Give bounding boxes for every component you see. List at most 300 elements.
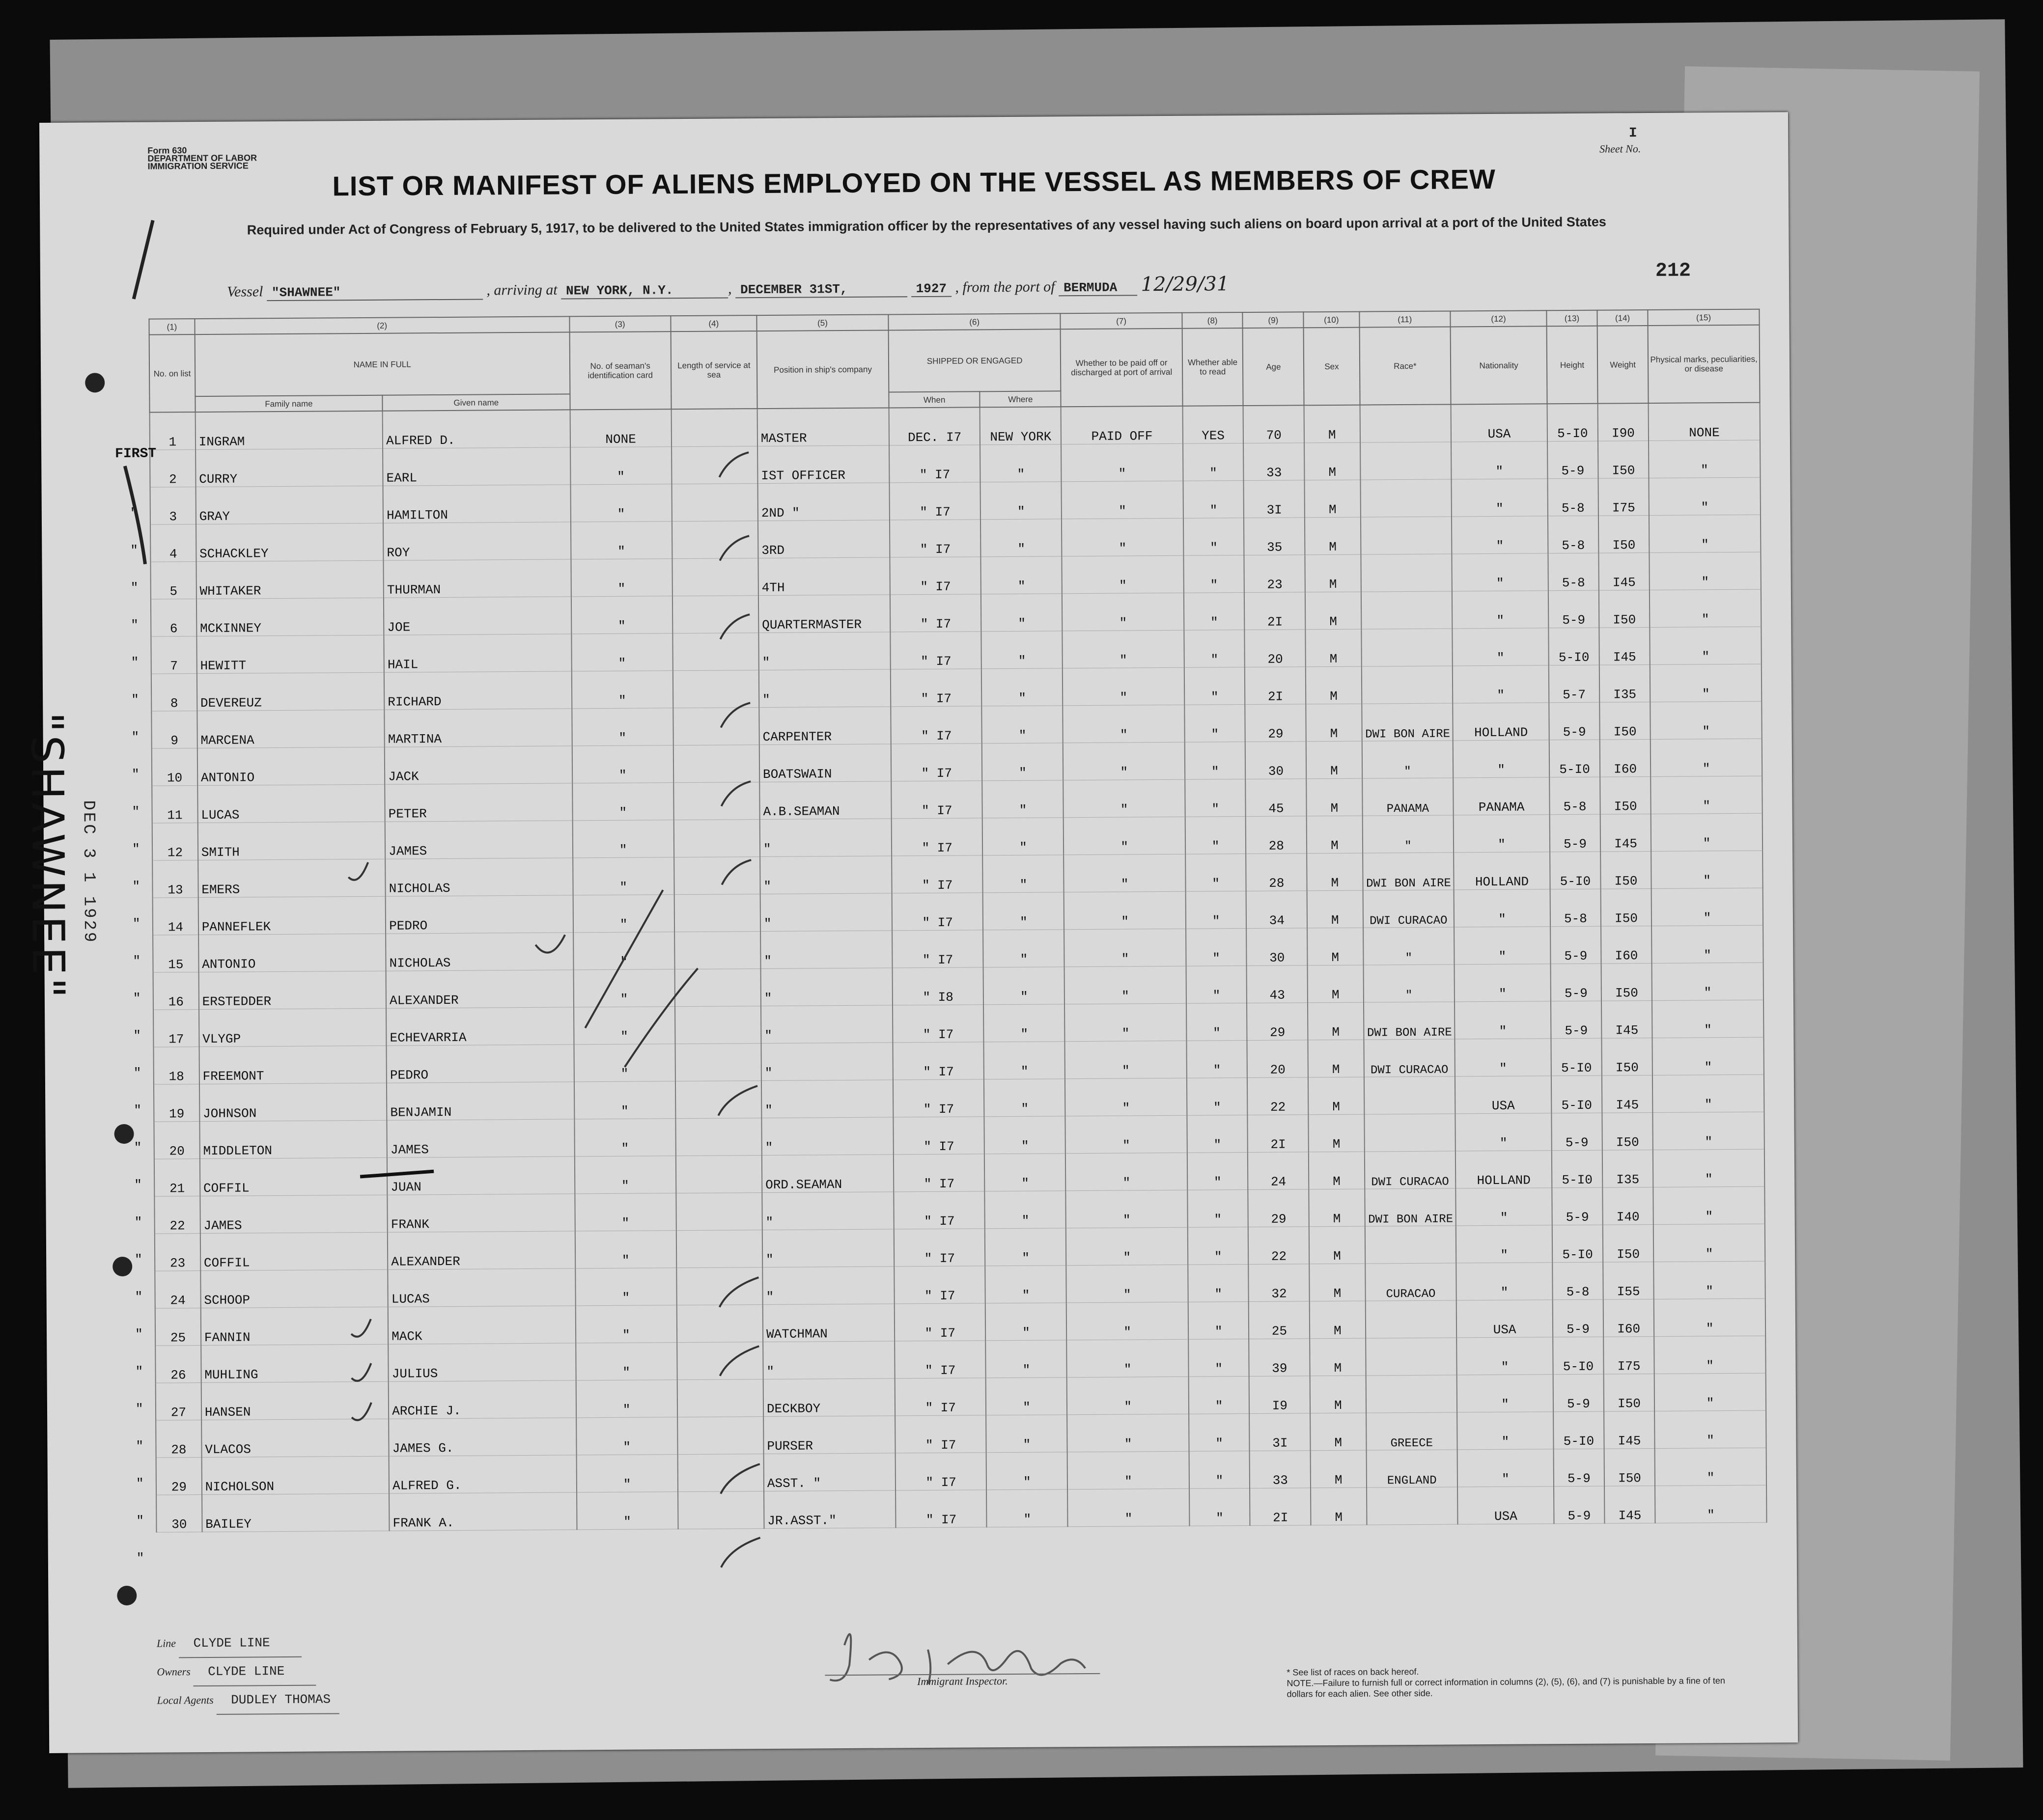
cell-position: 4TH: [758, 557, 890, 596]
cell-race: DWI CURACAO: [1364, 1039, 1455, 1077]
cell-weight: I50: [1601, 1038, 1652, 1075]
cell-sex: M: [1309, 1226, 1365, 1264]
fine-note: NOTE.—Failure to furnish full or correct information in columns (2), (5), (6), and (7) is punishable by a fine of ten dollars for each alien. See other side.: [1287, 1676, 1725, 1699]
agents-label: Local Agents: [157, 1693, 214, 1707]
cell-marks: ": [1652, 1112, 1764, 1150]
col-6-no: (6): [888, 313, 1061, 330]
cell-read: ": [1185, 817, 1246, 855]
cell-no: 24: [155, 1271, 200, 1309]
col-header-shipped: SHIPPED OR ENGAGED: [889, 329, 1061, 392]
cell-height: 5-I0: [1550, 852, 1601, 889]
cell-read: ": [1185, 742, 1246, 780]
cell-nationality: ": [1453, 665, 1549, 703]
cell-position: ": [761, 1117, 893, 1156]
cell-age: 23: [1244, 555, 1305, 593]
cell-where: ": [983, 855, 1064, 893]
cell-no: 7: [151, 636, 196, 674]
cell-paid: ": [1062, 555, 1184, 594]
cell-race: ": [1363, 965, 1455, 1002]
cell-card: ": [575, 1305, 677, 1343]
class-ditto-mark: ": [132, 804, 140, 819]
cell-age: 30: [1245, 742, 1306, 779]
cell-card: ": [574, 1081, 675, 1119]
cell-family: BAILEY: [202, 1493, 390, 1532]
cell-age: 3I: [1250, 1413, 1311, 1451]
cell-when: " I7: [895, 1415, 986, 1453]
cell-sex: M: [1305, 554, 1361, 592]
cell-where: ": [980, 444, 1062, 482]
cell-paid: ": [1064, 929, 1186, 967]
cell-sex: M: [1308, 1077, 1364, 1115]
cell-weight: I50: [1602, 1112, 1653, 1150]
cell-marks: ": [1651, 925, 1763, 963]
class-ditto-mark: ": [133, 1028, 141, 1043]
class-ditto-mark: ": [134, 1177, 142, 1192]
cell-when: " I7: [891, 744, 982, 781]
cell-position: ": [760, 856, 892, 894]
cell-no: 21: [154, 1159, 200, 1197]
cell-marks: NONE: [1649, 403, 1760, 441]
cell-paid: ": [1061, 443, 1183, 482]
cell-position: PURSER: [763, 1416, 895, 1454]
class-ditto-mark: ": [133, 991, 141, 1006]
cell-weight: I60: [1603, 1299, 1654, 1337]
cell-when: " I7: [894, 1154, 985, 1192]
class-ditto-mark: ": [135, 1326, 143, 1342]
race-note: * See list of races on back hereof.: [1287, 1666, 1419, 1678]
cell-paid: PAID OFF: [1061, 406, 1183, 444]
cell-paid: ": [1067, 1377, 1189, 1415]
cell-nationality: ": [1456, 1337, 1553, 1375]
cell-family: ANTONIO: [197, 747, 385, 785]
cell-marks: ": [1653, 1261, 1765, 1299]
cell-age: 2I: [1248, 1115, 1309, 1153]
cell-given: THURMAN: [384, 559, 571, 598]
cell-card: ": [573, 932, 675, 970]
col-header-position: Position in ship's company: [757, 330, 889, 409]
cell-card: ": [573, 895, 674, 933]
cell-weight: I75: [1603, 1336, 1654, 1374]
cell-age: 43: [1247, 965, 1308, 1003]
cell-no: 25: [155, 1308, 201, 1346]
cell-where: ": [980, 482, 1062, 520]
cell-age: 24: [1248, 1152, 1309, 1190]
cell-weight: I60: [1601, 926, 1652, 964]
cell-when: " I7: [892, 893, 983, 931]
cell-sex: M: [1306, 629, 1362, 667]
cell-where: ": [985, 1266, 1066, 1303]
cell-family: MIDDLETON: [199, 1120, 387, 1158]
cell-where: ": [982, 780, 1063, 818]
cell-where: ": [984, 1042, 1065, 1079]
cell-when: " I7: [891, 669, 982, 707]
cell-sex: M: [1311, 1450, 1367, 1488]
cell-position: JR.ASST.": [764, 1490, 896, 1529]
cell-nationality: ": [1454, 927, 1550, 965]
vessel-stamp: "SHAWNEE": [21, 712, 74, 1001]
cell-given: ROY: [383, 522, 571, 560]
cell-family: SMITH: [197, 822, 385, 860]
cell-race: ENGLAND: [1366, 1450, 1457, 1488]
cell-read: YES: [1182, 406, 1243, 443]
col-8-no: (8): [1182, 312, 1243, 329]
cell-height: 5-7: [1549, 665, 1600, 703]
cell-read: ": [1189, 1451, 1250, 1489]
vessel-label: Vessel: [227, 283, 263, 300]
class-ditto-mark: ": [135, 1401, 143, 1416]
punch-hole: [114, 1124, 134, 1144]
cell-weight: I50: [1598, 441, 1649, 478]
cell-race: DWI CURACAO: [1364, 1151, 1455, 1189]
arrival-year: 1927: [911, 281, 952, 298]
cell-sex: M: [1304, 442, 1360, 480]
cell-family: FREEMONT: [199, 1046, 387, 1084]
inspector-signature: [39, 112, 1798, 1753]
cell-card: ": [572, 820, 674, 858]
cell-weight: I50: [1599, 702, 1651, 740]
cell-card: ": [571, 559, 672, 597]
cell-race: ": [1363, 927, 1455, 965]
cell-marks: ": [1652, 963, 1763, 1000]
cell-no: 9: [151, 711, 197, 749]
cell-read: ": [1183, 443, 1244, 481]
arrival-port: NEW YORK, N.Y.: [561, 282, 728, 299]
cell-when: " I7: [895, 1303, 986, 1341]
cell-card: ": [574, 1119, 676, 1157]
cell-where: ": [983, 892, 1064, 930]
cell-family: ERSTEDDER: [198, 971, 386, 1009]
cell-race: GREECE: [1366, 1412, 1457, 1450]
cell-height: 5-I0: [1551, 1075, 1602, 1113]
cell-height: 5-9: [1553, 1449, 1604, 1487]
cell-no: 13: [152, 860, 198, 898]
cell-when: " I7: [890, 632, 981, 669]
vessel-line: Vessel "SHAWNEE" , arriving at NEW YORK, N.Y. , DECEMBER 31ST, 1927 , from the port of BERMUDA 12/29/31: [227, 273, 1229, 301]
cell-sex: M: [1309, 1152, 1365, 1189]
first-class-label: FIRST: [115, 446, 157, 462]
cell-sex: M: [1306, 778, 1362, 816]
cell-height: 5-9: [1551, 1001, 1602, 1039]
cell-position: ": [760, 968, 892, 1006]
cell-position: ": [760, 819, 892, 857]
cell-sex: M: [1307, 928, 1363, 965]
cell-card: ": [571, 596, 672, 634]
cell-paid: ": [1062, 481, 1183, 519]
cell-position: ": [763, 1341, 895, 1379]
cell-sex: M: [1306, 741, 1362, 779]
cell-position: ": [760, 931, 892, 969]
col-1-no: (1): [149, 319, 195, 335]
cell-no: 4: [150, 524, 196, 562]
cell-height: 5-9: [1548, 590, 1599, 628]
cell-when: DEC. I7: [889, 407, 980, 445]
cell-given: NICHOLAS: [386, 933, 573, 971]
cell-given: ALEXANDER: [388, 1231, 575, 1269]
cell-nationality: USA: [1456, 1300, 1553, 1338]
col-12-no: (12): [1450, 310, 1546, 327]
cell-where: ": [983, 967, 1064, 1005]
class-ditto-mark: ": [132, 841, 140, 856]
punch-hole: [117, 1586, 137, 1605]
cell-no: 6: [151, 599, 196, 637]
cell-position: ": [761, 1043, 893, 1081]
cell-weight: I45: [1604, 1411, 1655, 1449]
cell-height: 5-9: [1547, 441, 1598, 479]
cell-height: 5-9: [1550, 814, 1601, 852]
cell-given: JAMES: [385, 821, 573, 859]
cell-paid: ": [1064, 966, 1186, 1004]
cell-where: ": [987, 1489, 1068, 1527]
cell-given: JUAN: [387, 1157, 575, 1195]
cell-when: " I7: [895, 1378, 986, 1416]
cell-age: 32: [1249, 1264, 1310, 1302]
cell-no: 1: [150, 412, 196, 450]
cell-weight: I45: [1599, 627, 1650, 665]
cell-where: ": [986, 1415, 1067, 1453]
cell-card: ": [575, 1193, 676, 1231]
cell-race: DWI BON AIRE: [1362, 703, 1453, 741]
col-10-no: (10): [1304, 312, 1360, 328]
cell-paid: ": [1067, 1414, 1189, 1452]
cell-position: ": [758, 632, 890, 670]
cell-given: RICHARD: [384, 671, 572, 710]
cell-given: JACK: [385, 746, 572, 784]
cell-family: MUHLING: [201, 1344, 389, 1382]
form-number: Form 630: [147, 145, 187, 156]
arriving-label: , arriving at: [486, 281, 558, 299]
cell-read: ": [1183, 481, 1244, 519]
class-ditto-mark: ": [136, 1513, 144, 1528]
cell-given: FRANK A.: [389, 1492, 577, 1531]
cell-no: 15: [153, 935, 198, 973]
page-subtitle: Required under Act of Congress of February 5, 1917, to be delivered to the United States immigration officer by the representatives of any vessel having such aliens on board upon arrival at a port of the United States: [247, 214, 1606, 238]
cell-sex: M: [1306, 666, 1362, 704]
page-stamp: 212: [1655, 260, 1691, 282]
cell-given: FRANK: [388, 1194, 575, 1232]
cell-where: ": [982, 818, 1063, 855]
service: IMMIGRATION SERVICE: [147, 161, 249, 171]
cell-given: HAIL: [384, 634, 572, 672]
cell-no: 3: [150, 487, 196, 525]
cell-read: ": [1184, 705, 1245, 743]
cell-no: 5: [150, 562, 196, 600]
cell-height: 5-9: [1551, 1113, 1602, 1151]
cell-weight: I50: [1604, 1448, 1655, 1486]
cell-no: 11: [152, 786, 197, 824]
cell-card: ": [575, 1231, 676, 1268]
cell-marks: ": [1654, 1336, 1765, 1374]
cell-sex: M: [1308, 1002, 1364, 1040]
cell-where: ": [981, 668, 1063, 706]
class-ditto-mark: ": [136, 1476, 144, 1491]
class-ditto-mark: ": [133, 1065, 141, 1080]
cell-paid: ": [1067, 1339, 1189, 1378]
cell-family: VLACOS: [201, 1419, 389, 1457]
cell-card: ": [574, 1007, 675, 1045]
cell-read: ": [1187, 1190, 1248, 1228]
cell-when: " I7: [890, 594, 981, 632]
cell-no: 12: [152, 823, 198, 861]
class-ditto-mark: ": [132, 767, 140, 782]
cell-sex: M: [1306, 704, 1362, 742]
cell-position: ASST. ": [764, 1453, 896, 1491]
owners-label: Owners: [157, 1665, 191, 1678]
cell-where: ": [984, 1116, 1065, 1154]
cell-weight: I50: [1598, 515, 1650, 553]
cell-race: ": [1362, 815, 1454, 853]
cell-when: " I7: [894, 1191, 985, 1229]
cell-read: ": [1188, 1377, 1249, 1414]
cell-given: JAMES G.: [389, 1418, 576, 1456]
col-9-no: (9): [1243, 312, 1304, 328]
cell-no: 22: [154, 1196, 200, 1234]
cell-height: 5-I0: [1549, 740, 1600, 777]
cell-weight: I75: [1598, 478, 1649, 516]
cell-position: A.B.SEAMAN: [759, 781, 891, 820]
cell-marks: ": [1652, 1075, 1764, 1112]
cell-family: MCKINNEY: [196, 598, 384, 636]
line-value: CLYDE LINE: [178, 1629, 301, 1658]
class-ditto-mark: ": [133, 953, 141, 968]
cell-sex: M: [1305, 480, 1361, 518]
cell-given: MACK: [388, 1306, 576, 1344]
cell-nationality: ": [1456, 1225, 1552, 1263]
cell-read: ": [1183, 518, 1244, 556]
cell-sex: M: [1304, 405, 1360, 443]
class-ditto-mark: ": [135, 1252, 142, 1267]
cell-read: ": [1188, 1265, 1249, 1302]
cell-age: 70: [1243, 405, 1304, 443]
cell-family: SCHOOP: [200, 1269, 388, 1308]
cell-height: 5-9: [1550, 964, 1601, 1001]
cell-weight: I45: [1602, 1075, 1653, 1113]
col-header-id-card: No. of seaman's identification card: [569, 331, 671, 410]
cell-family: INGRAM: [195, 411, 383, 450]
cell-no: 23: [155, 1234, 200, 1271]
cell-card: ": [577, 1492, 678, 1530]
cell-paid: ": [1063, 667, 1184, 706]
cell-race: DWI BON AIRE: [1364, 1002, 1455, 1040]
cell-when: " I7: [896, 1490, 987, 1528]
cell-paid: ": [1063, 779, 1185, 818]
cell-read: ": [1186, 966, 1247, 1004]
cell-family: SCHACKLEY: [196, 523, 384, 561]
class-ditto-mark: ": [134, 1214, 142, 1230]
cell-read: ": [1186, 929, 1247, 966]
cell-sex: M: [1310, 1338, 1366, 1376]
cell-read: ": [1188, 1302, 1249, 1340]
class-ditto-mark: ": [132, 916, 140, 931]
cell-family: GRAY: [196, 486, 383, 524]
cell-marks: ": [1651, 776, 1762, 814]
cell-age: 35: [1244, 518, 1305, 555]
cell-nationality: HOLLAND: [1454, 852, 1550, 890]
cell-read: ": [1183, 555, 1244, 593]
cell-read: ": [1186, 1041, 1247, 1078]
cell-marks: ": [1650, 664, 1762, 702]
cell-age: 3I: [1244, 480, 1305, 518]
cell-family: CURRY: [196, 448, 383, 487]
cell-marks: ": [1653, 1149, 1764, 1187]
cell-position: DECKBOY: [763, 1379, 895, 1417]
cell-given: ARCHIE J.: [389, 1380, 576, 1419]
col-header-age: Age: [1243, 328, 1304, 406]
cell-nationality: ": [1457, 1449, 1554, 1487]
col-header-when: When: [889, 391, 980, 408]
cell-height: 5-8: [1550, 889, 1601, 927]
cell-age: 29: [1247, 1003, 1308, 1041]
cell-sex: M: [1307, 890, 1363, 928]
cell-card: ": [572, 745, 673, 783]
cell-race: DWI BON AIRE: [1365, 1188, 1456, 1226]
cell-card: ": [576, 1380, 677, 1418]
cell-weight: I50: [1603, 1224, 1654, 1262]
cell-age: 30: [1247, 928, 1308, 966]
cell-no: 27: [156, 1383, 201, 1421]
cell-height: 5-8: [1547, 478, 1598, 516]
cell-when: " I7: [893, 1042, 984, 1080]
cell-where: ": [981, 556, 1062, 594]
cell-paid: ": [1065, 1115, 1187, 1154]
cell-nationality: ": [1455, 964, 1551, 1002]
cell-sex: M: [1305, 517, 1361, 555]
cell-age: 33: [1250, 1451, 1311, 1489]
cell-sex: M: [1309, 1114, 1365, 1152]
cell-where: ": [982, 706, 1063, 744]
class-ditto-mark: ": [134, 1103, 141, 1118]
cell-position: QUARTERMASTER: [758, 595, 890, 633]
cell-age: 29: [1248, 1189, 1309, 1227]
cell-card: ": [573, 857, 674, 895]
cell-card: ": [576, 1417, 678, 1455]
cell-no: 17: [153, 1010, 199, 1048]
cell-position: ": [761, 1080, 893, 1118]
cell-race: CURACAO: [1365, 1263, 1456, 1301]
cell-weight: I50: [1600, 851, 1651, 889]
cell-age: 28: [1246, 854, 1307, 891]
cell-sex: M: [1310, 1301, 1366, 1339]
cell-no: 2: [150, 450, 196, 488]
cell-weight: I60: [1600, 739, 1651, 777]
col-7-no: (7): [1061, 313, 1182, 330]
cell-no: 8: [151, 674, 197, 712]
cell-height: 5-I0: [1551, 1038, 1602, 1076]
col-13-no: (13): [1546, 310, 1597, 327]
manifest-sheet: [21, 112, 1798, 1753]
cell-when: " I7: [889, 445, 980, 483]
class-ditto-mark: ": [131, 692, 139, 707]
arrival-date: DECEMBER 31ST,: [735, 281, 907, 298]
cell-marks: ": [1650, 701, 1762, 739]
class-ditto-mark: ": [132, 879, 140, 894]
cell-weight: I35: [1602, 1150, 1653, 1187]
cell-family: PANNEFLEK: [198, 896, 386, 935]
cell-when: " I7: [894, 1266, 985, 1304]
cell-weight: I90: [1598, 403, 1649, 441]
cell-no: 19: [154, 1084, 199, 1122]
cell-paid: ": [1062, 593, 1184, 631]
cell-paid: ": [1064, 1003, 1186, 1042]
class-ditto-mark: ": [135, 1289, 143, 1304]
cell-race: DWI CURACAO: [1363, 890, 1454, 928]
cell-given: JULIUS: [388, 1343, 576, 1381]
col-header-sex: Sex: [1304, 328, 1360, 406]
cell-family: ANTONIO: [198, 934, 386, 972]
cell-nationality: USA: [1457, 1487, 1554, 1524]
col-header-length-of-service: Length of service at sea: [671, 331, 757, 409]
cell-where: ": [985, 1303, 1066, 1341]
punch-hole: [85, 373, 105, 392]
